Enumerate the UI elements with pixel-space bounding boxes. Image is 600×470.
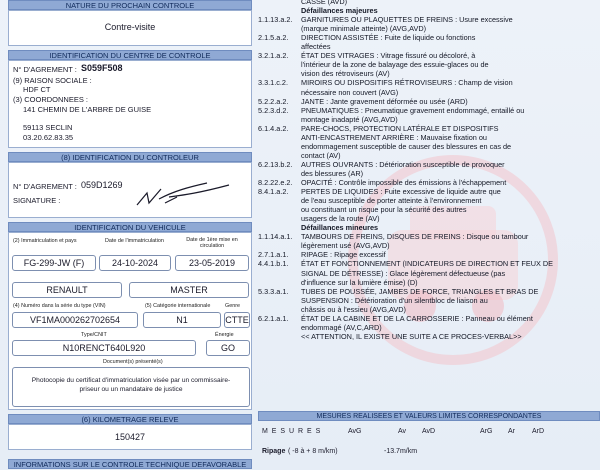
defect-code: 2.7.1.a.1. — [258, 250, 289, 260]
defect-text: ou constituant un risque pour la sécurité des autres — [301, 205, 467, 215]
defect-text: usagers de la route (AV) — [301, 214, 380, 224]
vehicle-header: IDENTIFICATION DU VEHICULE — [8, 222, 252, 232]
defect-text: GARNITURES OU PLAQUETTES DE FREINS : Usure excessive — [301, 15, 513, 25]
measures-row-label: Ripage — [262, 448, 286, 455]
defect-text: contact (AV) — [301, 150, 341, 160]
defect-text: CASSE (AVD) — [301, 0, 348, 6]
next-control-box — [8, 10, 252, 46]
centre-header: IDENTIFICATION DU CENTRE DE CONTROLE — [8, 50, 252, 60]
date-ctrl-label: Date de l'immatriculation — [105, 238, 164, 244]
defect-text: SIGNAL DE DÉTRESSE) : Glace légèrement défectueuse (pas — [301, 268, 506, 278]
raison-value: HDF CT — [23, 85, 51, 94]
defect-code: 5.2.2.a.2. — [258, 96, 289, 106]
docs-label: Document(s) présenté(s) — [103, 359, 163, 365]
defect-code: 1.1.14.a.1. — [258, 232, 293, 242]
centre-box — [8, 60, 252, 148]
first-registration-value: 23-05-2019 — [175, 255, 249, 271]
defect-text: Défaillances majeures — [301, 6, 378, 16]
defect-text: vision des rétroviseurs (AV) — [301, 69, 390, 79]
defect-text: OPACITÉ : Contrôle impossible des émissions à l'échappement — [301, 178, 507, 187]
defect-text: MIROIRS OU DISPOSITIFS RÉTROVISEURS : Champ de vision — [301, 78, 513, 88]
energy-value: GO — [206, 340, 250, 356]
energy-label: Énergie — [215, 332, 234, 338]
genre-value: CTTE — [224, 312, 250, 328]
defect-text: ANTI-ENCASTREMENT ARRIÈRE : Mauvaise fixation ou — [301, 132, 487, 142]
signature-label: SIGNATURE : — [13, 196, 61, 205]
defect-code: 8.2.22.e.2. — [258, 178, 293, 187]
defect-text: endommagement susceptible de causer des blessures en cas de — [301, 141, 512, 151]
measures-col-ar: Ar — [508, 428, 515, 435]
defect-code: 6.1.4.a.2. — [258, 123, 289, 133]
defect-text: SUSPENSION : Détérioration d'un silentbloc de liaison au — [301, 295, 488, 305]
defect-text: de l'eau susceptible de porter atteinte à l'environnement — [301, 196, 482, 206]
vehicle-box — [8, 232, 252, 410]
mileage-box — [8, 424, 252, 450]
defect-code: 5.3.3.a.1. — [258, 286, 289, 296]
immat-value: FG-299-JW (F) — [12, 255, 96, 271]
vin-label: (4) Numéro dans la série du type (VIN) — [13, 303, 106, 309]
defect-text: (marque minimale atteinte) (AVG,AVD) — [301, 24, 427, 34]
defect-code: 3.2.1.a.2. — [258, 51, 289, 61]
signature-scribble — [129, 173, 239, 213]
first-registration-label: Date de 1ère mise en circulation — [186, 237, 238, 249]
defect-code: 2.1.5.a.2. — [258, 33, 289, 43]
date-ctrl-value: 24-10-2024 — [99, 255, 171, 271]
defect-text: TAMBOURS DE FREINS, DISQUES DE FREINS : Disque ou tambour — [301, 232, 529, 242]
defects-column — [258, 0, 600, 470]
make-value: RENAULT — [12, 282, 122, 298]
defect-text: des blessures (AR) — [301, 168, 364, 178]
measures-row-limit: ( -8 à + 8 m/km) — [288, 448, 338, 455]
measures-col-avd: AvD — [422, 428, 436, 435]
defect-text: montage inadapté (AVG,AVD) — [301, 114, 398, 124]
controller-agreement-label: N° D'AGREMENT : — [13, 182, 77, 191]
agreement-label: N° D'AGREMENT : — [13, 65, 77, 74]
defect-text: ÉTAT DES VITRAGES : Vitrage fissuré ou décoloré, à — [301, 51, 476, 61]
next-control-value: Contre-visite — [104, 22, 156, 32]
defect-line — [258, 233, 528, 242]
defect-code: 6.2.13.b.2. — [258, 159, 293, 169]
docs-text: Photocopie du certificat d'immatriculation visée par un commissaire-priseur ou un mandataire de justice — [31, 377, 231, 393]
defect-text: PARE-CHOCS, PROTECTION LATÉRALE ET DISPOSITIFS — [301, 123, 499, 133]
defect-text: TUBES DE POUSSÉE, JAMBES DE FORCE, TRIANGLES ET BRAS DE — [301, 286, 539, 296]
address-line-1: 141 CHEMIN DE L'ARBRE DE GUISE — [23, 105, 152, 114]
defect-text: RIPAGE : Ripage excessif — [301, 250, 386, 260]
defect-text: châssis ou à l'essieu (AVG,AVD) — [301, 304, 406, 314]
measures-row-value: -13.7m/km — [384, 448, 418, 455]
defect-line — [258, 161, 505, 170]
defect-code: 5.2.3.d.2. — [258, 105, 289, 115]
defect-code: 6.2.1.a.1. — [258, 313, 289, 323]
defect-info-header: INFORMATIONS SUR LE CONTROLE TECHNIQUE DEFAVORABLE — [8, 459, 252, 469]
defect-code: 8.4.1.a.2. — [258, 187, 289, 197]
category-label: (5) Catégorie internationale — [145, 303, 211, 309]
coord-label: (3) COORDONNEES : — [13, 95, 89, 104]
defect-text: affectées — [301, 42, 331, 52]
docs-box — [12, 367, 250, 407]
defect-text: JANTE : Jante gravement déformée ou usée (ARD) — [301, 96, 468, 106]
measures-header: MESURES REALISEES ET VALEURS LIMITES CORRESPONDANTES — [258, 411, 600, 421]
defect-code: 1.1.13.a.2. — [258, 15, 293, 25]
defect-text: nécessaire non couvert (AVG) — [301, 87, 399, 97]
defect-line — [258, 315, 533, 324]
controller-agreement-value: 059D1269 — [81, 180, 123, 190]
measures-label: M E S U R E S — [262, 428, 322, 435]
raison-label: (9) RAISON SOCIALE : — [13, 76, 92, 85]
category-value: N1 — [143, 312, 221, 328]
phone: 03.20.62.83.35 — [23, 133, 74, 142]
vin-value: VF1MA000262702654 — [12, 312, 138, 328]
defect-text: Défaillances mineures — [301, 223, 379, 233]
defect-line — [258, 333, 522, 342]
defect-text: DIRECTION ASSISTÉE : Fuite de liquide ou fonctions — [301, 33, 476, 43]
address-line-2: 59113 SECLIN — [23, 123, 73, 132]
defect-text: PERTES DE LIQUIDES : Fuite excessive de liquide autre que — [301, 187, 501, 197]
immat-label: (2) Immatriculation et pays — [13, 238, 77, 244]
defect-line — [258, 143, 511, 152]
defect-code: 3.3.1.c.2. — [258, 78, 289, 88]
model-value: MASTER — [129, 282, 249, 298]
defect-text: ÉTAT DE LA CABINE ET DE LA CARROSSERIE : Panneau ou élément — [301, 313, 533, 323]
measures-col-av: Av — [398, 428, 407, 435]
defect-code: 4.4.1.b.1. — [258, 259, 289, 269]
defect-text: PNEUMATIQUES : Pneumatique gravement endommagé, entaillé ou — [301, 105, 525, 115]
defect-text: AUTRES OUVRANTS : Détérioration susceptible de provoquer — [301, 159, 505, 169]
type-value: N10RENCT640L920 — [12, 340, 196, 356]
controller-header: (8) IDENTIFICATION DU CONTROLEUR — [8, 152, 252, 162]
controller-box — [8, 162, 252, 218]
next-control-header: NATURE DU PROCHAIN CONTROLE — [8, 0, 252, 10]
defect-text: << ATTENTION, IL EXISTE UNE SUITE A CE PROCES-VERBAL>> — [301, 331, 522, 341]
mileage-value: 150427 — [114, 432, 146, 442]
defect-text: ÉTAT ET FONCTIONNEMENT (INDICATEURS DE DIRECTION ET FEUX DE — [301, 259, 554, 269]
measures-col-ard: ArD — [532, 428, 545, 435]
defect-text: endommagé (AV,C,ARD) — [301, 322, 382, 332]
agreement-value: S059F508 — [81, 63, 123, 73]
defect-text: légèrement usé (AVG,AVD) — [301, 241, 390, 251]
mileage-header: (6) KILOMETRAGE RELEVE — [8, 414, 252, 424]
measures-col-avg: AvG — [348, 428, 362, 435]
defect-text: l'intérieur de la zone de balayage des essuie-glaces ou de — [301, 60, 489, 70]
defect-line — [258, 34, 475, 43]
genre-label: Genre — [225, 303, 240, 309]
measures-col-arg: ArG — [480, 428, 493, 435]
defect-text: d'influence sur la lumière émise) (D) — [301, 277, 418, 287]
left-column — [0, 0, 258, 470]
type-label: Type/CNIT — [81, 332, 107, 338]
